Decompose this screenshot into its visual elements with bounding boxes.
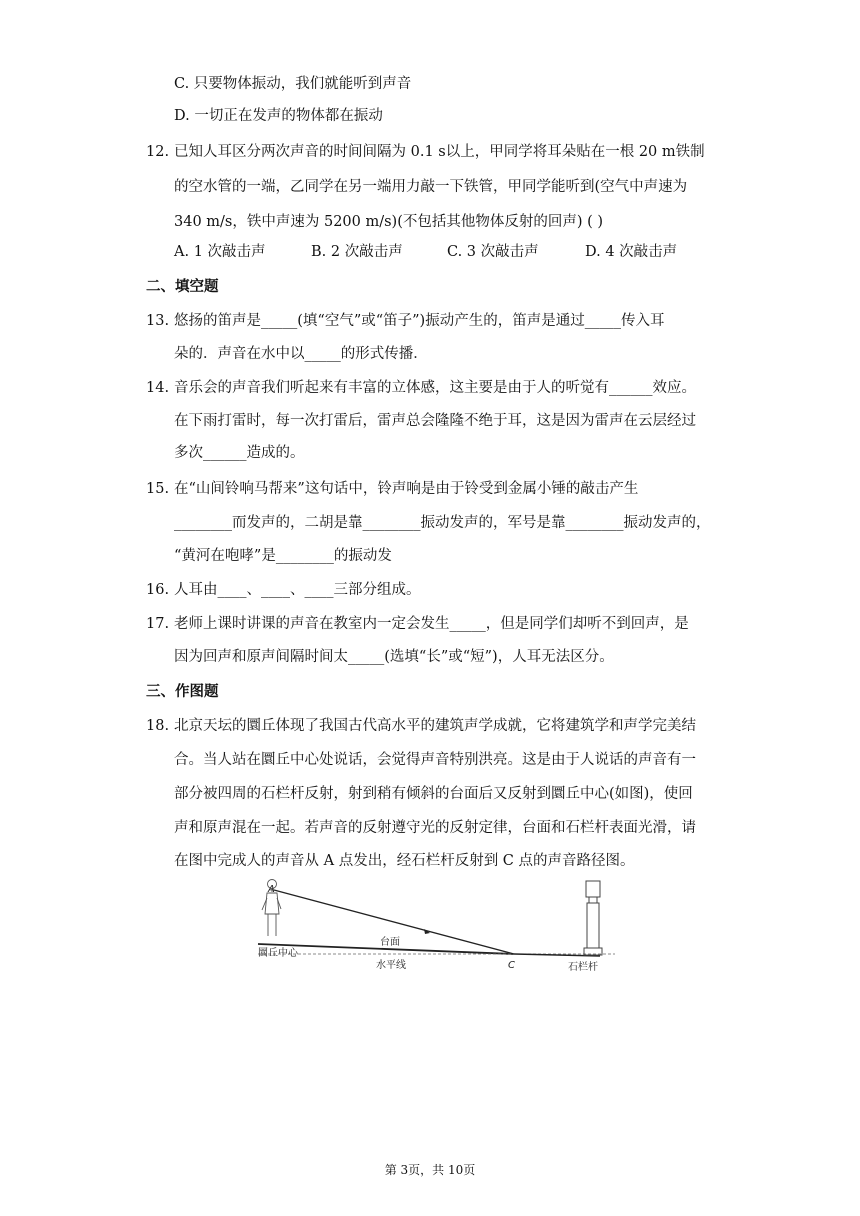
q15-line-3: “黄河在咆哮”是________的振动发 [174,548,392,564]
q15-line-1: 在“山间铃响马帮来”这句话中，铃声响是由于铃受到金属小锤的敲击产生 [174,481,639,497]
q12-option-c: C. 3 次敲击声 [447,244,539,260]
q14-line-3: 多次______造成的。 [174,445,305,461]
q12-line-3: 340 m/s，铁中声速为 5200 m/s)(不包括其他物体反射的回声) ( ) [174,214,604,230]
q15-number: 15. [146,481,170,497]
stone-railing-icon [584,881,602,955]
q18-line-5: 在图中完成人的声音从 A 点发出，经石栏杆反射到 C 点的声音路径图。 [174,853,635,869]
section-fill-in-heading: 二、填空题 [146,278,219,295]
q16-number: 16. [146,582,170,598]
q11-option-c: C. 只要物体振动，我们就能听到声音 [174,76,412,92]
page-footer: 第 3页，共 10页 [384,1163,476,1177]
q17-line-2: 因为回声和原声间隔时间太_____(选填“长”或“短”)，人耳无法区分。 [174,649,614,665]
q15-line-2: ________而发声的，二胡是靠________振动发声的，军号是靠________振动发声的， [174,515,711,531]
q12-line-2: 的空水管的一端，乙同学在另一端用力敲一下铁管，甲同学能听到(空气中声速为 [174,179,688,195]
section-drawing-heading: 三、作图题 [146,683,219,700]
q18-number: 18. [146,718,170,734]
q12-option-d: D. 4 次敲击声 [585,244,678,260]
q14-line-2: 在下雨打雷时，每一次打雷后，雷声总会隆隆不绝于耳，这是因为雷声在云层经过 [174,413,696,429]
q13-line-1: 悠扬的笛声是_____(填“空气”或“笛子”)振动产生的，笛声是通过_____传入耳 [174,313,665,329]
label-railing: 石栏杆 [568,962,598,973]
q13-line-2: 朵的．声音在水中以_____的形式传播． [174,346,428,362]
sound-reflection-figure [250,876,620,976]
q11-option-d: D. 一切正在发声的物体都在振动 [174,108,383,124]
q18-line-2: 合。当人站在圜丘中心处说话，会觉得声音特别洪亮。这是由于人说话的声音有一 [174,752,696,768]
q14-line-1: 音乐会的声音我们听起来有丰富的立体感，这主要是由于人的听觉有______效应。 [174,380,696,396]
label-a: A [268,884,275,895]
q13-number: 13. [146,313,170,329]
q12-number: 12. [146,144,170,160]
q12-option-b: B. 2 次敲击声 [311,244,403,260]
q14-number: 14. [146,380,170,396]
q17-line-1: 老师上课时讲课的声音在教室内一定会发生_____，但是同学们却听不到回声，是 [174,616,689,632]
label-c: C [508,960,515,971]
q18-line-3: 部分被四周的石栏杆反射，射到稍有倾斜的台面后又反射到圜丘中心(如图)，使回 [174,786,693,802]
q18-line-4: 声和原声混在一起。若声音的反射遵守光的反射定律，台面和石栏杆表面光滑，请 [174,820,696,836]
q18-line-1: 北京天坛的圜丘体现了我国古代高水平的建筑声学成就，它将建筑学和声学完美结 [174,718,696,734]
label-horizontal: 水平线 [376,960,406,971]
q16-line-1: 人耳由____、____、____三部分组成。 [174,582,421,598]
q12-option-a: A. 1 次敲击声 [174,244,266,260]
label-platform: 台面 [380,937,400,948]
q17-number: 17. [146,616,170,632]
q12-line-1: 已知人耳区分两次声音的时间间隔为 0.1 s以上，甲同学将耳朵贴在一根 20 m铁制 [174,144,705,160]
label-center: 圜丘中心 [258,948,298,959]
